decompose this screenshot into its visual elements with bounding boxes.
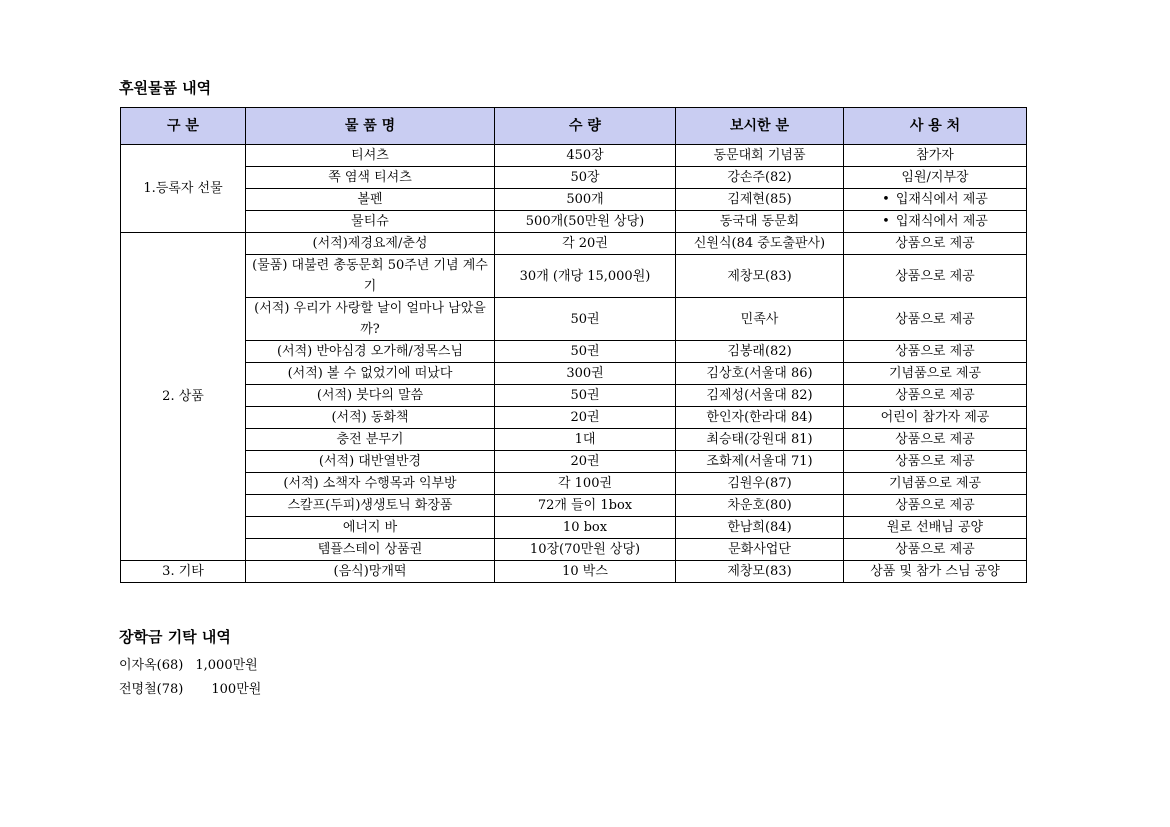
table-row (121, 561, 1027, 583)
item-cell: (서적) 동화책 (246, 407, 495, 429)
quantity-cell: 10 box (495, 517, 676, 539)
item-cell: 에너지 바 (246, 517, 495, 539)
table-row (121, 363, 1027, 385)
item-cell: (서적) 소책자 수행목과 익부방 (246, 473, 495, 495)
usage-cell (844, 189, 1027, 211)
scholarship-entry (119, 678, 261, 697)
item-cell: (음식)망개떡 (246, 561, 495, 583)
donor-cell: 강손주(82) (676, 167, 844, 189)
table-row (121, 473, 1027, 495)
donor-cell: 민족사 (676, 298, 844, 341)
quantity-cell: 30개 (개당 15,000원) (495, 255, 676, 298)
category-cell: 1.등록자 선물 (121, 145, 246, 233)
donor-cell: 신원식(84 중도출판사) (676, 233, 844, 255)
donor-cell: 김원우(87) (676, 473, 844, 495)
table-row (121, 517, 1027, 539)
usage-cell: 상품으로 제공 (844, 539, 1027, 561)
bullet-marker: • 입재식에서 제공 (882, 214, 988, 229)
table-row (121, 167, 1027, 189)
usage-cell: 참가자 (844, 145, 1027, 167)
donor-cell: 김상호(서울대 86) (676, 363, 844, 385)
usage-cell: 상품으로 제공 (844, 298, 1027, 341)
gift-table (120, 107, 1027, 583)
table-header-row (121, 108, 1027, 145)
quantity-cell: 1대 (495, 429, 676, 451)
usage-cell: 상품으로 제공 (844, 341, 1027, 363)
header-quantity: 수 량 (495, 108, 676, 145)
donor-cell: 김제현(85) (676, 189, 844, 211)
item-cell: 볼펜 (246, 189, 495, 211)
donor-cell: 제창모(83) (676, 255, 844, 298)
quantity-cell: 500개(50만원 상당) (495, 211, 676, 233)
donor-cell: 조화제(서울대 71) (676, 451, 844, 473)
donor-cell: 차운호(80) (676, 495, 844, 517)
usage-cell: 임원/지부장 (844, 167, 1027, 189)
usage-cell: 상품으로 제공 (844, 233, 1027, 255)
usage-cell: 상품으로 제공 (844, 451, 1027, 473)
quantity-cell: 20권 (495, 451, 676, 473)
usage-cell: 상품으로 제공 (844, 429, 1027, 451)
quantity-cell: 72개 들이 1box (495, 495, 676, 517)
quantity-cell: 450장 (495, 145, 676, 167)
header-donor: 보시한 분 (676, 108, 844, 145)
usage-cell: 어린이 참가자 제공 (844, 407, 1027, 429)
table-row (121, 233, 1027, 255)
category-cell: 2. 상품 (121, 233, 246, 561)
item-cell: 템플스테이 상품권 (246, 539, 495, 561)
donor-cell: 동국대 동문회 (676, 211, 844, 233)
quantity-cell: 각 100권 (495, 473, 676, 495)
quantity-cell: 500개 (495, 189, 676, 211)
table-row (121, 189, 1027, 211)
table-row (121, 298, 1027, 341)
item-cell: 충전 분무기 (246, 429, 495, 451)
quantity-cell: 각 20권 (495, 233, 676, 255)
table-row (121, 451, 1027, 473)
table-row (121, 211, 1027, 233)
quantity-cell: 50권 (495, 385, 676, 407)
quantity-cell: 50권 (495, 341, 676, 363)
quantity-cell: 10 박스 (495, 561, 676, 583)
header-usage: 사 용 처 (844, 108, 1027, 145)
usage-cell: 원로 선배님 공양 (844, 517, 1027, 539)
quantity-cell: 50장 (495, 167, 676, 189)
donor-cell: 제창모(83) (676, 561, 844, 583)
usage-cell: 기념품으로 제공 (844, 473, 1027, 495)
quantity-cell: 300권 (495, 363, 676, 385)
table-row (121, 407, 1027, 429)
table-row (121, 429, 1027, 451)
donor-cell: 김봉래(82) (676, 341, 844, 363)
quantity-cell: 10장(70만원 상당) (495, 539, 676, 561)
donor-cell: 문화사업단 (676, 539, 844, 561)
donor-cell: 동문대회 기념품 (676, 145, 844, 167)
scholarship-amount: 100만원 (211, 682, 262, 697)
item-cell: 쪽 염색 티셔츠 (246, 167, 495, 189)
item-cell: (서적)제경요제/춘성 (246, 233, 495, 255)
table-row (121, 495, 1027, 517)
usage-cell: 상품 및 참가 스님 공양 (844, 561, 1027, 583)
table-row (121, 255, 1027, 298)
usage-cell: 상품으로 제공 (844, 255, 1027, 298)
donor-cell: 한인자(한라대 84) (676, 407, 844, 429)
usage-cell: 상품으로 제공 (844, 495, 1027, 517)
usage-cell (844, 211, 1027, 233)
scholarship-amount: 1,000만원 (195, 658, 258, 673)
item-cell: (물품) 대불련 총동문회 50주년 기념 계수기 (246, 255, 495, 298)
scholarship-entry (119, 654, 258, 673)
scholarship-name: 이자옥(68) (119, 658, 184, 673)
quantity-cell: 20권 (495, 407, 676, 429)
table-row (121, 385, 1027, 407)
item-cell: 티셔츠 (246, 145, 495, 167)
bullet-marker: • 입재식에서 제공 (882, 192, 988, 207)
item-cell: (서적) 우리가 사랑할 날이 얼마나 남았을까? (246, 298, 495, 341)
header-category: 구 분 (121, 108, 246, 145)
donor-cell: 한남희(84) (676, 517, 844, 539)
usage-cell: 상품으로 제공 (844, 385, 1027, 407)
item-cell: (서적) 대반열반경 (246, 451, 495, 473)
donor-cell: 최승태(강원대 81) (676, 429, 844, 451)
category-cell: 3. 기타 (121, 561, 246, 583)
header-item: 물 품 명 (246, 108, 495, 145)
scholarship-section-title: 장학금 기탁 내역 (119, 628, 231, 646)
item-cell: 스칼프(두피)생생토닉 화장품 (246, 495, 495, 517)
quantity-cell: 50권 (495, 298, 676, 341)
table-row (121, 145, 1027, 167)
donor-cell: 김제성(서울대 82) (676, 385, 844, 407)
table-row (121, 341, 1027, 363)
table-row (121, 539, 1027, 561)
item-cell: (서적) 붓다의 말씀 (246, 385, 495, 407)
usage-cell: 기념품으로 제공 (844, 363, 1027, 385)
gift-section-title: 후원물품 내역 (119, 79, 212, 97)
item-cell: (서적) 반야심경 오가해/정목스님 (246, 341, 495, 363)
item-cell: (서적) 볼 수 없었기에 떠났다 (246, 363, 495, 385)
scholarship-name: 전명철(78) (119, 682, 184, 697)
item-cell: 물티슈 (246, 211, 495, 233)
